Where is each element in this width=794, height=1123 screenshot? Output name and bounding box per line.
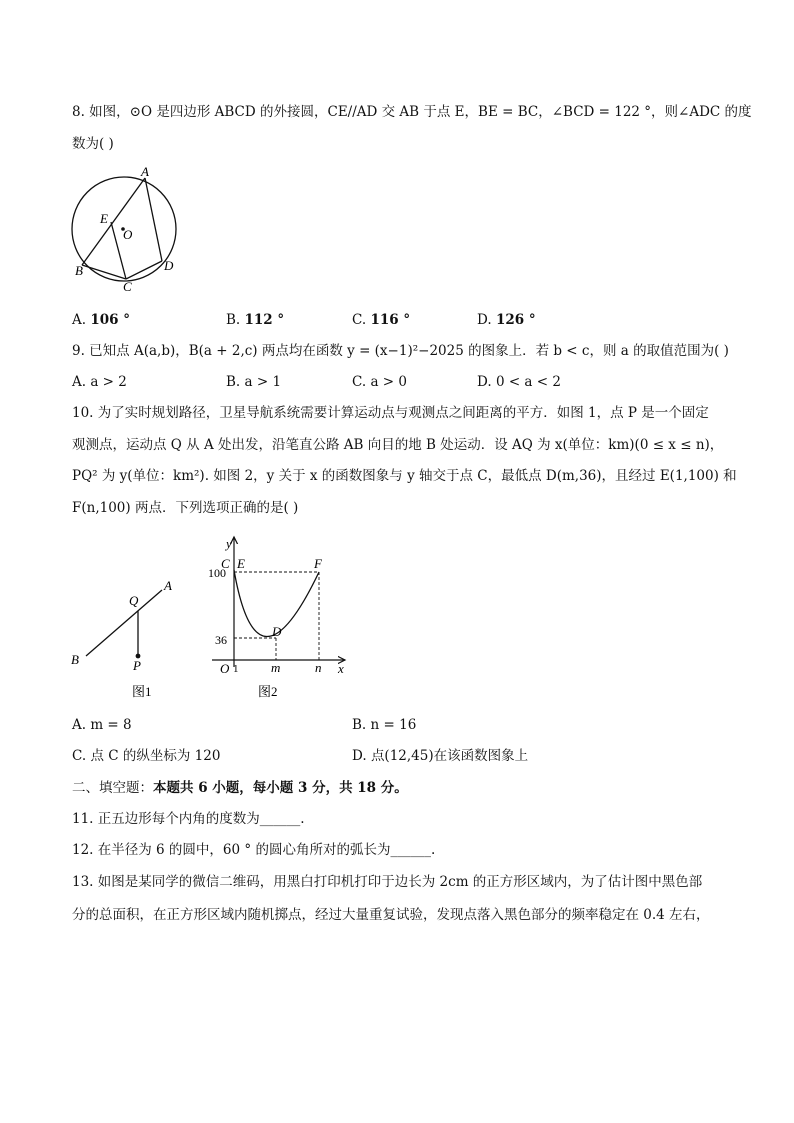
q13-stem-line2: 分的总面积，在正方形区域内随机掷点，经过大量重复试验，发现点落入黑色部分的频率稳定在 0.4 左右，	[72, 907, 710, 923]
q9-option-d: D. 0 < a < 2	[477, 374, 561, 390]
tick-n: n	[315, 660, 322, 675]
q13-stem-line1: 13. 如图是某同学的微信二维码，用黑白打印机打印于边长为 2cm 的正方形区域内，为了估计图中黑色部	[72, 874, 703, 890]
tick-1: 1	[233, 663, 239, 675]
q11-stem: 11. 正五边形每个内角的度数为______.	[72, 811, 305, 827]
label-a: A	[141, 164, 149, 179]
q12-stem: 12. 在半径为 6 的圆中，60 ° 的圆心角所对的弧长为______.	[72, 842, 436, 858]
q10-option-c: C. 点 C 的纵坐标为 120	[72, 748, 221, 764]
label-d: D	[272, 624, 282, 639]
q10-stem-line2: 观测点，运动点 Q 从 A 处出发，沿笔直公路 AB 向目的地 B 处运动．设 AQ 为 x(单位：km)(0 ≤ x ≤ n)，	[72, 437, 724, 453]
label-b: B	[71, 652, 79, 667]
caption-fig2: 图2	[258, 684, 278, 699]
label-o: O	[123, 227, 133, 242]
segment-ab	[82, 178, 145, 265]
q8-stem-line2: 数为( )	[72, 136, 114, 152]
label-y: y	[226, 536, 232, 551]
q10-option-b: B. n = 16	[352, 717, 417, 733]
label-o: O	[220, 661, 230, 676]
q10-option-d: D. 点(12,45)在该函数图象上	[352, 748, 529, 764]
q8-option-c: C. 116 °	[352, 312, 411, 328]
q9-option-c: C. a > 0	[352, 374, 407, 390]
label-x: x	[338, 661, 344, 676]
q9-option-b: B. a > 1	[226, 374, 282, 390]
q10-figure-2	[200, 532, 350, 704]
label-b: B	[75, 263, 83, 278]
q9-stem: 9. 已知点 A(a,b)，B(a + 2,c) 两点均在函数 y = (x−1)²−2025 的图象上．若 b < c，则 a 的取值范围为( )	[72, 343, 729, 359]
q9-option-a: A. a > 2	[72, 374, 127, 390]
q10-option-a: A. m = 8	[72, 717, 132, 733]
label-q: Q	[129, 593, 139, 608]
section-2-heading: 二、填空题：本题共 6 小题，每小题 3 分，共 18 分。	[72, 780, 408, 796]
label-p: P	[133, 658, 141, 673]
q10-stem-line4: F(n,100) 两点．下列选项正确的是( )	[72, 500, 299, 516]
label-e: E	[237, 556, 245, 571]
tick-36: 36	[215, 633, 227, 647]
q8-option-b: B. 112 °	[226, 312, 285, 328]
q8-option-d: D. 126 °	[477, 312, 536, 328]
label-d: D	[164, 258, 174, 273]
caption-fig1: 图1	[132, 684, 152, 699]
tick-100: 100	[208, 566, 226, 580]
label-a: A	[164, 578, 172, 593]
q8-circle-figure	[62, 162, 188, 294]
q8-stem-line1: 8. 如图，⊙O 是四边形 ABCD 的外接圆，CE//AD 交 AB 于点 E，BE = BC，∠BCD = 122 °，则∠ADC 的度	[72, 104, 752, 120]
q10-stem-line3: PQ² 为 y(单位：km²). 如图 2，y 关于 x 的函数图象与 y 轴交于点 C，最低点 D(m,36)，且经过 E(1,100) 和	[72, 468, 737, 484]
road-ab	[86, 590, 162, 656]
tick-m: m	[271, 660, 281, 675]
label-f: F	[314, 556, 322, 571]
label-c: C	[123, 279, 132, 294]
q10-stem-line1: 10. 为了实时规划路径，卫星导航系统需要计算运动点与观测点之间距离的平方．如图 1，点 P 是一个固定	[72, 405, 709, 421]
q8-option-a: A. 106 °	[72, 312, 130, 328]
label-e: E	[100, 211, 108, 226]
label-c: C	[221, 556, 230, 571]
q10-figure-1	[62, 568, 192, 703]
